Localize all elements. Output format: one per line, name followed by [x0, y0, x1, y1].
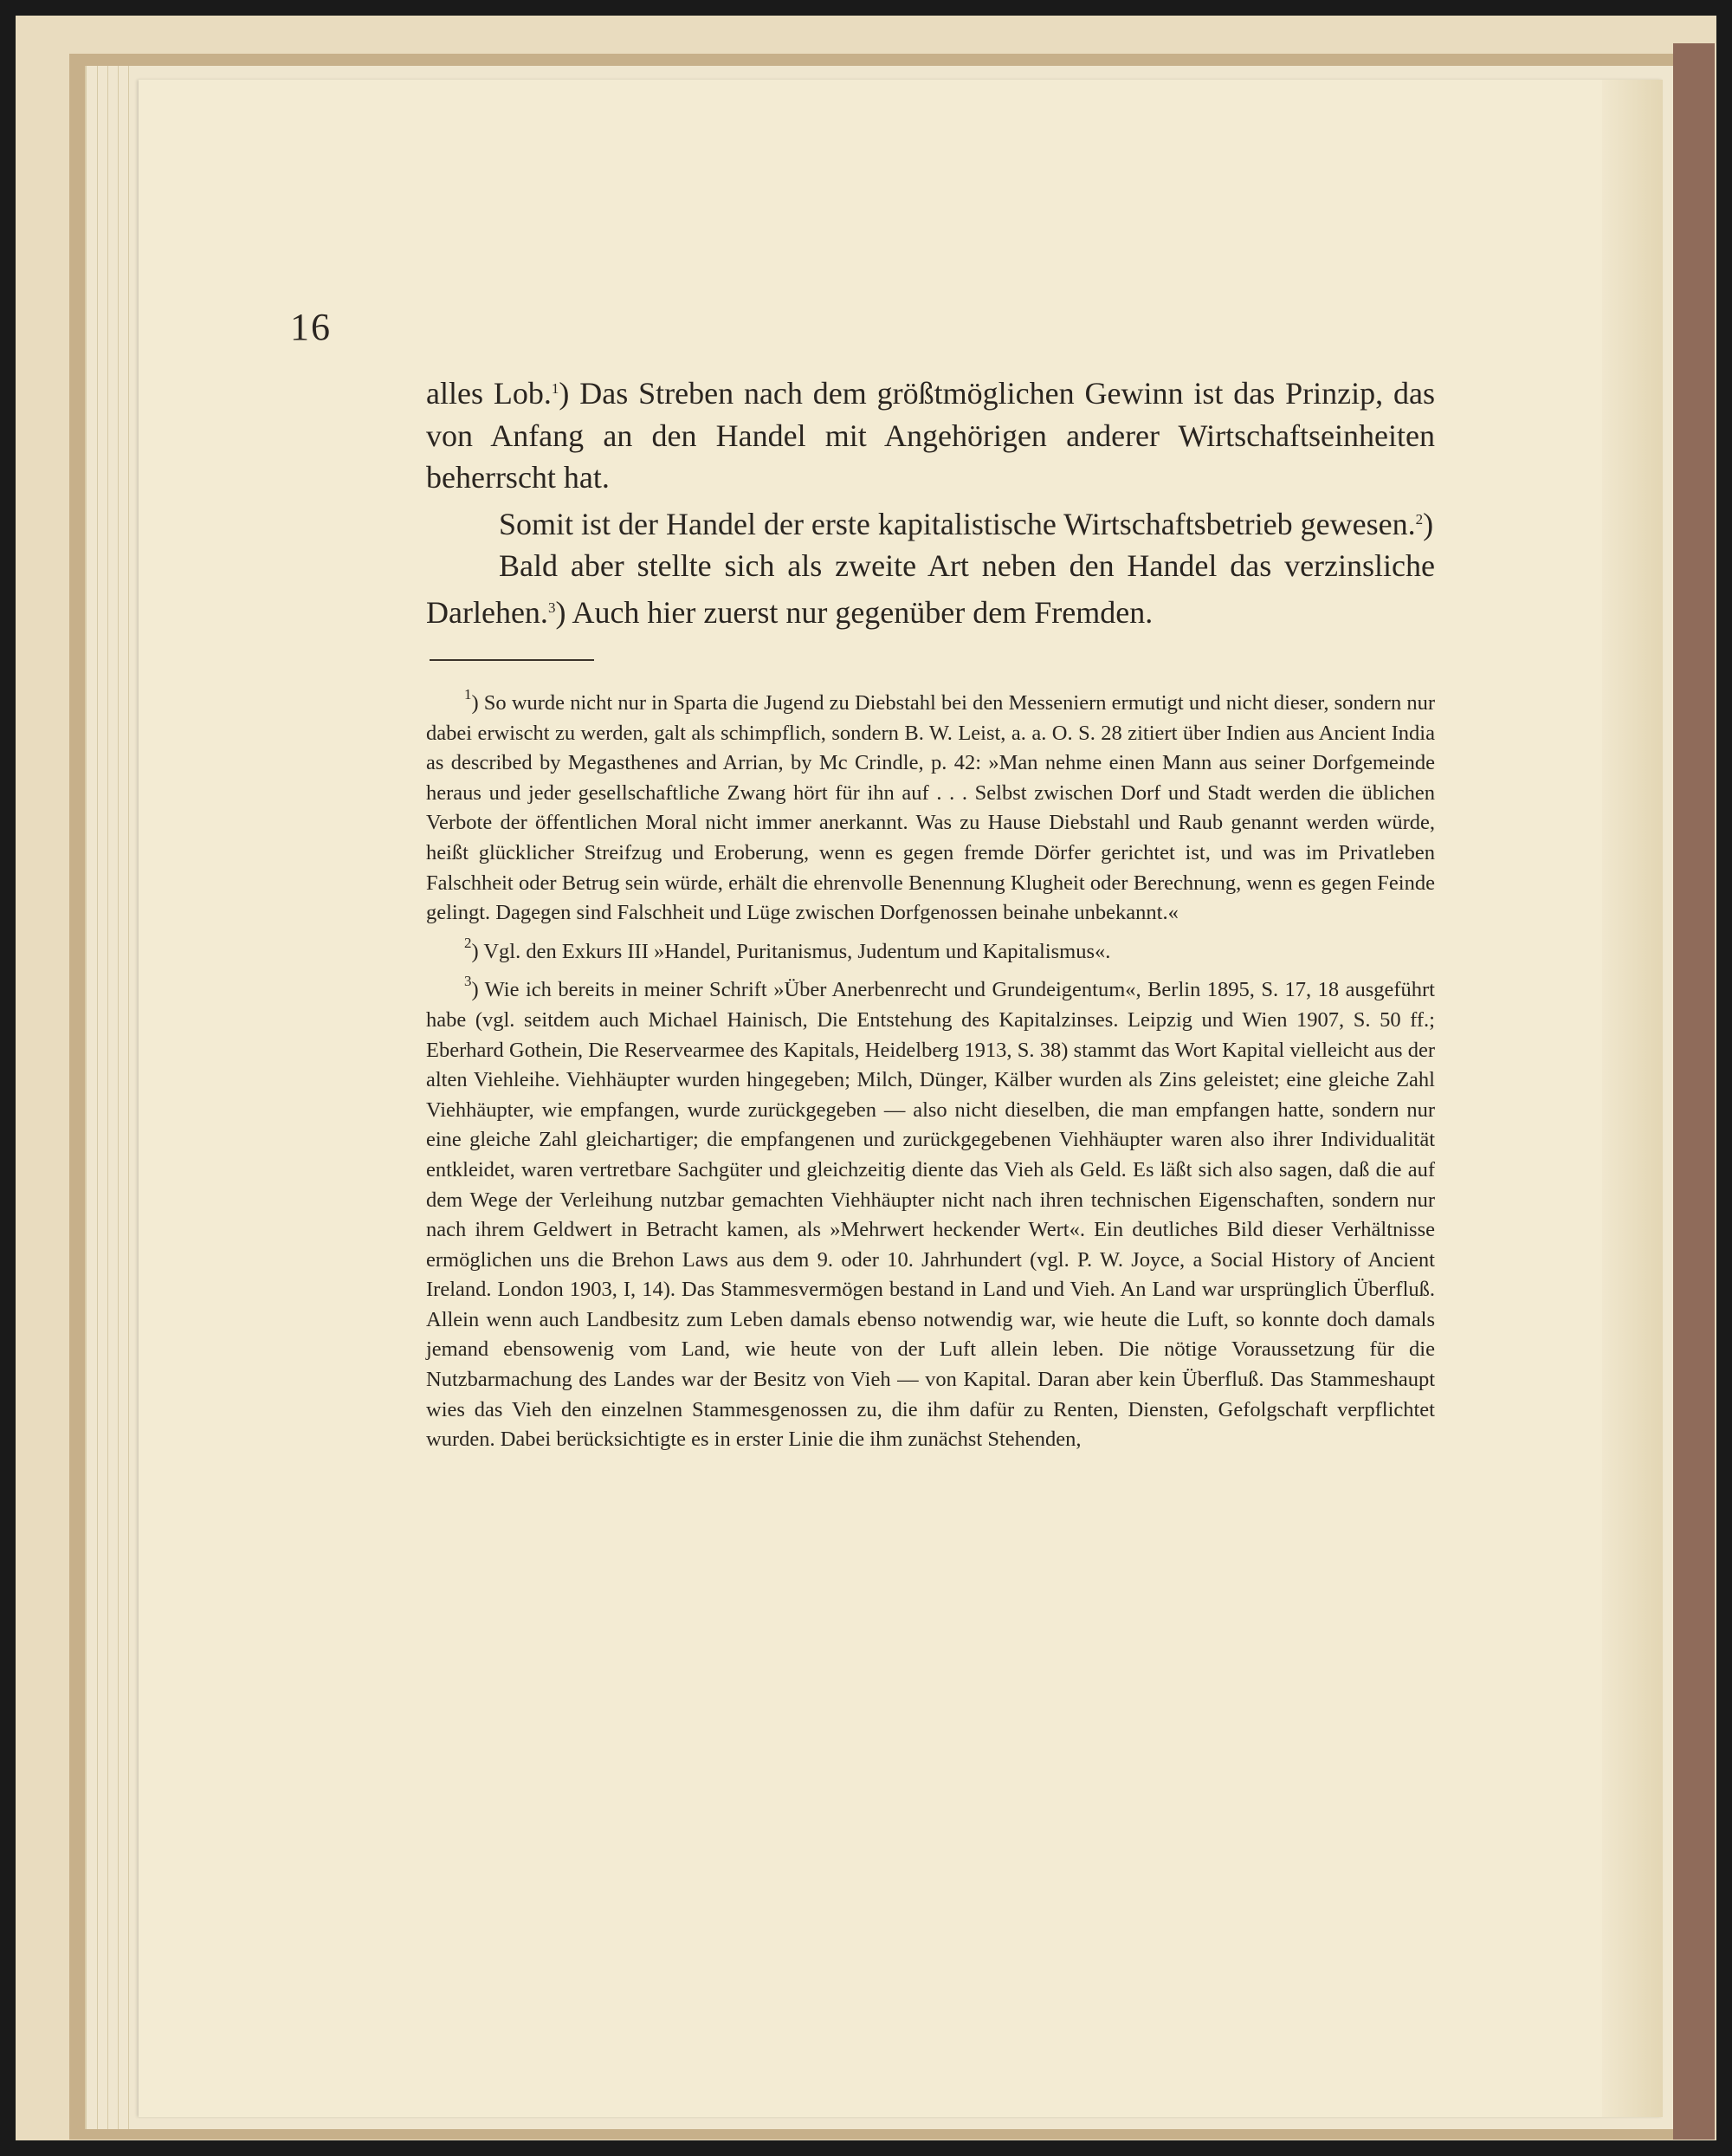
footnote-ref: 2: [1415, 510, 1424, 528]
footnote: $^3$) Wie ich bereits in meiner Schrift »Über Anerbenrecht und Grundeigentum«, Berlin 1895, S. 17, 18 ausgeführt habe (vgl. seitdem auch Michael Hainisch, Die Entstehung des Kapitalzinses. Leipzig und Wien 1907, S. 50 ff.; Eberhard Gothein, Die Reservearmee des Kapitals, Heidelberg 1913, S. 38) stammt das Wort Kapital vielleicht aus der alten Viehleihe. Viehhäupter wurden hingegeben; Milch, Dünger, Kälber wurden als Zins geleistet; eine gleiche Zahl Viehhäupter, wie empfangen, wurde zurückgegeben — also nicht dieselben, die man empfangen hatte, sondern nur eine gleiche Zahl gleichartiger; die empfangenen und zurückgegebenen Viehhäupter waren also ihrer Individualität entkleidet, waren vertretbare Sachgüter und gleichzeitig diente das Vieh als Geld. Es läßt sich also sagen, daß die auf dem Wege der Verleihung nutzbar gemachten Viehhäupter nicht nach ihren technischen Eigenschaften, sondern nur nach ihrem Geldwert in Betracht kamen, als »Mehrwert heckender Wert«. Ein deutliches Bild dieser Verhältnisse ermöglichen uns die Brehon Laws aus dem 9. oder 10. Jahrhundert (vgl. P. W. Joyce, a Social History of Ancient Ireland. London 1903, I, 14). Das Stammesvermögen bestand in Land und Vieh. An Land war ursprünglich Überfluß. Allein wenn auch Landbesitz zum Leben damals ebenso notwendig war, wie heute die Luft, so konnte doch damals jemand ebensowenig vom Land, wie heute von der Luft allein leben. Die nötige Voraussetzung für die Nutzbarmachung des Landes war der Besitz von Vieh — von Kapital. Daran aber kein Überfluß. Das Stammeshaupt wies das Vieh den einzelnen Stammesgenossen zu, die ihm dafür zu Renten, Diensten, Gefolgschaft verpflichtet wurden. Dabei berücksichtigte es in erster Linie die ihm zunächst Stehenden,: [426, 973, 1435, 1452]
footnote-ref: 1: [551, 380, 559, 397]
book-spine: [1673, 43, 1715, 2140]
paragraph: Somit ist der Handel der erste kapitalistische Wirtschaftsbetrieb gewesen.$^2$): [499, 506, 1434, 541]
paragraph: Bald aber stellte sich als zweite Art neben den Handel das verzinsliche Darlehen.$^3$) Auch hier zuerst nur gegenüber dem Fremden.: [426, 548, 1435, 630]
footnote-mark: 2: [464, 934, 472, 951]
page-gutter: [1602, 80, 1663, 2117]
page-number: 16: [290, 306, 332, 348]
footnote-mark: 1: [464, 686, 472, 702]
main-text: [426, 368, 1435, 1455]
paragraph: alles Lob.$^1$) Das Streben nach dem größtmöglichen Gewinn ist das Prinzip, das von Anfang an den Handel mit Angehörigen anderer Wirtschaftseinheiten beherrscht hat.: [426, 376, 1436, 495]
footnote: $^2$) Vgl. den Exkurs III »Handel, Puritanismus, Judentum und Kapitalismus«.: [464, 934, 1111, 963]
footnote: $^1$) So wurde nicht nur in Sparta die Jugend zu Diebstahl bei den Messeniern ermutigt und nicht dieser, sondern nur dabei erwischt zu werden, galt als schimpflich, sondern B. W. Leist, a. a. O. S. 28 zitiert über Indien aus Ancient India as described by Megasthenes and Arrian, by Mc Crindle, p. 42: »Man nehme einen Mann aus seiner Dorfgemeinde heraus und jeder gesellschaftliche Zwang hört für ihn auf . . . Selbst zwischen Dorf und Stadt werden die üblichen Verbote der öffentlichen Moral nicht immer anerkannt. Was zu Hause Diebstahl und Raub genannt werden würde, heißt glücklicher Streifzug und Eroberung, wenn es gegen fremde Dörfer gerichtet ist, und was im Privatleben Falschheit oder Betrug sein würde, erhält die ehrenvolle Benennung Klugheit oder Berechnung, wenn es gegen Feinde gelingt. Dagegen sind Falschheit und Lüge zwischen Dorfgenossen beinahe unbekannt.«: [426, 686, 1435, 925]
footnote-divider: [430, 659, 594, 661]
footnote-ref: 3: [547, 599, 556, 616]
footnote-mark: 3: [464, 973, 472, 990]
